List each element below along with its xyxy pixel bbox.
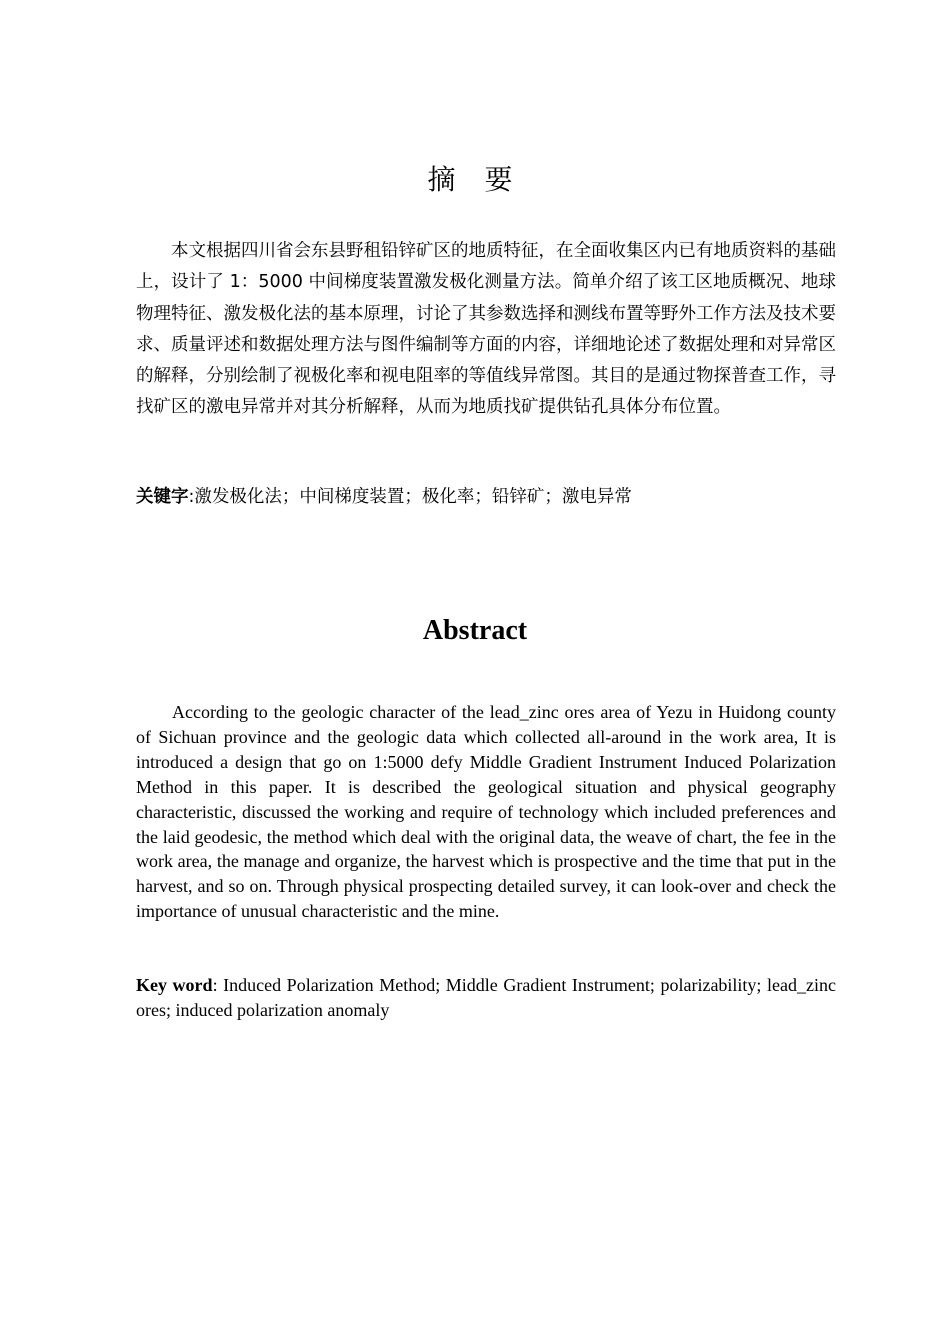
chinese-abstract-body: 本文根据四川省会东县野租铅锌矿区的地质特征，在全面收集区内已有地质资料的基础上，设计了 1：5000 中间梯度装置激发极化测量方法。简单介绍了该工区地质概况、地球物理特征、激发极化法的基本原理，讨论了其参数选择和测线布置等野外工作方法及技术要求、质量评述和数据处理方法与图件编制等方面的内容，详细地论述了数据处理和对异常区的解释，分别绘制了视极化率和视电阻率的等值线异常图。其目的是通过物探普查工作，寻找矿区的激电异常并对其分析解释，从而为地质找矿提供钻孔具体分布位置。 — [136, 241, 836, 418]
chinese-keywords-separator: : — [188, 487, 195, 507]
english-keywords-separator: : — [212, 975, 224, 995]
chinese-keywords-label: 关键字 — [136, 487, 189, 507]
english-keywords-label: Key word — [136, 975, 213, 995]
chinese-keywords — [136, 482, 836, 513]
english-keywords — [136, 973, 836, 1023]
chinese-keywords-text: 激发极化法；中间梯度装置；极化率；铅锌矿；激电异常 — [194, 487, 632, 507]
english-abstract-title: Abstract — [422, 615, 528, 646]
english-keywords-text: Induced Polarization Method; Middle Gradient Instrument; polarizability; lead_zinc ores; induced polarization anomaly — [136, 975, 836, 1020]
chinese-abstract-title: 摘 要 — [427, 163, 523, 196]
english-abstract-body: According to the geologic character of the lead_zinc ores area of Yezu in Huidong county of Sichuan province and the geologic data which collected all-around in the work area, It is introduced a design that go on 1:5000 defy Middle Gradient Instrument Induced Polarization Method in this paper. It is described the geological situation and physical geography characteristic, discussed the working and require of technology which included preferences and the laid geodesic, the method which deal with the original data, the weave of chart, the fee in the work area, the manage and organize, the harvest which is prospective and the time that put in the harvest, and so on. Through physical prospecting detailed survey, it can look-over and check the importance of unusual characteristic and the mine. — [136, 702, 836, 922]
